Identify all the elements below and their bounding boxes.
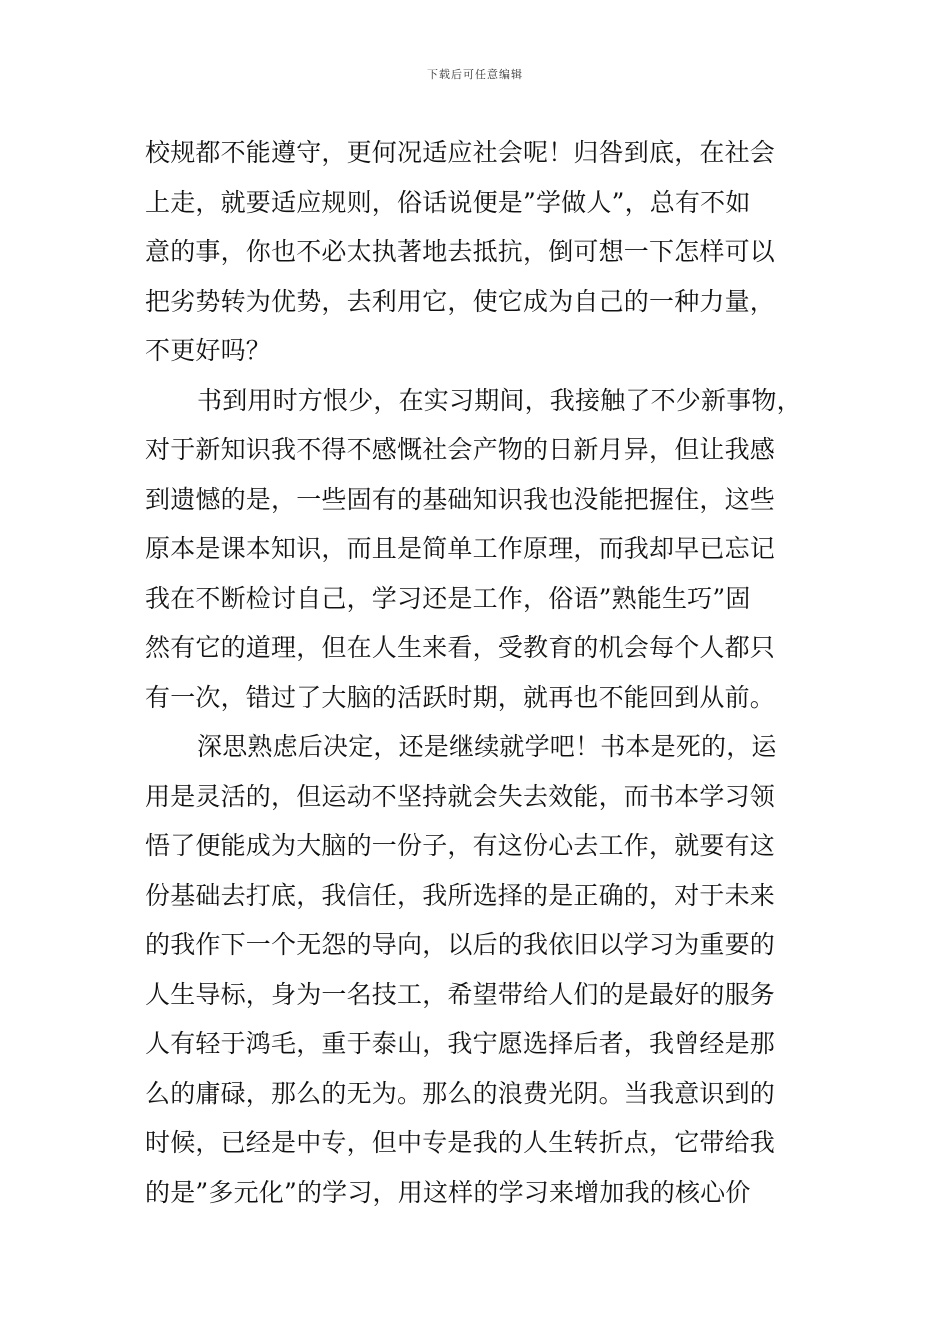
text-line: 把劣势转为优势，去利用它，使它成为自己的一种力量， [145,286,776,316]
text-line: 校规都不能遵守，更何况适应社会呢！归咎到底，在社会 [145,138,776,167]
text-line: 的是”多元化”的学习，用这样的学习来增加我的核心价 [145,1177,751,1207]
text-line: 人有轻于鸿毛，重于泰山，我宁愿选择后者，我曾经是那 [145,1029,776,1058]
text-line: 悟了便能成为大脑的一份子，有这份心去工作，就要有这 [145,831,776,860]
document-body [145,128,820,1217]
text-line: 么的庸碌，那么的无为。那么的浪费光阴。当我意识到的 [145,1078,776,1108]
text-line: 我在不断检讨自己，学习还是工作，俗语”熟能生巧”固 [145,583,751,613]
paragraph-start-line: 书到用时方恨少，在实习期间，我接触了不少新事物， [197,385,802,415]
text-line: 时候，已经是中专，但中专是我的人生转折点，它带给我 [145,1128,776,1157]
text-line: 不更好吗？ [145,336,272,365]
text-line: 的我作下一个无怨的导向，以后的我依旧以学习为重要的 [145,930,776,959]
text-line: 到遗憾的是，一些固有的基础知识我也没能把握住，这些 [145,484,776,514]
paragraph-start-line: 深思熟虑后决定，还是继续就学吧！书本是死的，运 [197,732,777,761]
text-line: 有一次，错过了大脑的活跃时期，就再也不能回到从前。 [145,682,776,712]
page-header: 下载后可任意编辑 [427,68,523,81]
text-line: 人生导标，身为一名技工，希望带给人们的是最好的服务 [145,979,776,1009]
text-line: 对于新知识我不得不感慨社会产物的日新月异，但让我感 [145,435,776,464]
text-line: 上走，就要适应规则，俗话说便是”学做人”，总有不如 [145,187,751,217]
text-line: 份基础去打底，我信任，我所选择的是正确的，对于未来 [145,880,776,910]
text-line: 用是灵活的，但运动不坚持就会失去效能，而书本学习领 [145,781,776,811]
text-line: 原本是课本知识，而且是简单工作原理，而我却早已忘记 [145,534,776,563]
text-line: 然有它的道理，但在人生来看，受教育的机会每个人都只 [145,633,776,662]
text-line: 意的事，你也不必太执著地去抵抗，倒可想一下怎样可以 [145,237,776,266]
